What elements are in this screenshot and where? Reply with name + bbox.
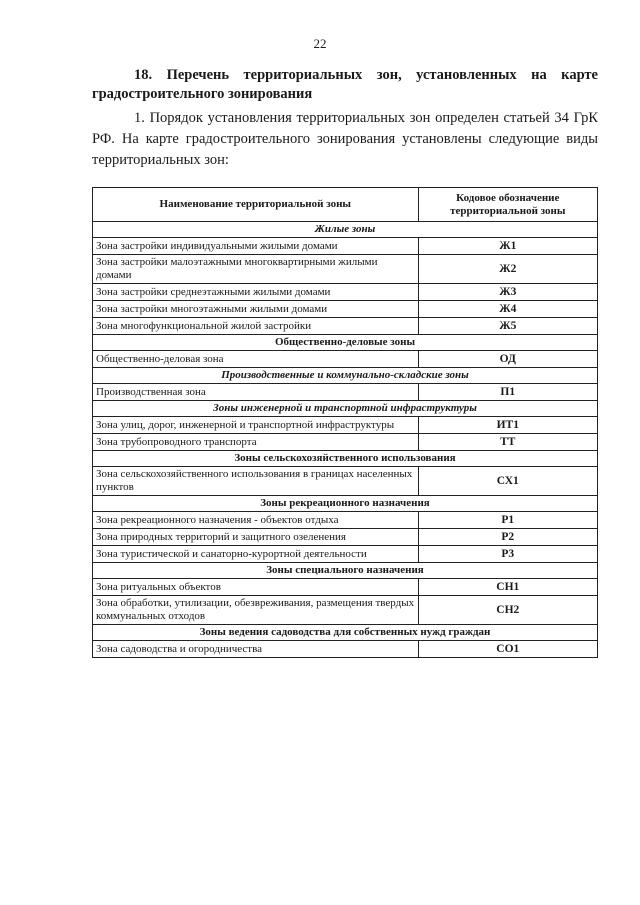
zone-code-cell: СН2: [418, 596, 597, 625]
table-row: [93, 384, 598, 401]
zone-group-title: Зоны ведения садоводства для собственных нужд граждан: [93, 625, 598, 641]
table-row: [93, 301, 598, 318]
zone-group-header: [93, 401, 598, 417]
zone-group-title: Зоны инженерной и транспортной инфраструктуры: [93, 401, 598, 417]
zone-code-cell: ОД: [418, 351, 597, 368]
table-row: [93, 255, 598, 284]
zone-group-header: [93, 222, 598, 238]
header-zone-name: Наименование территориальной зоны: [93, 188, 419, 222]
table-row: [93, 579, 598, 596]
zone-name-cell: Зона сельскохозяйственного использования в границах населенных пунктов: [93, 467, 419, 496]
zone-name-cell: Зона застройки малоэтажными многоквартирными жилыми домами: [93, 255, 419, 284]
zone-code-cell: Р1: [418, 512, 597, 529]
zone-name-cell: Зона многофункциональной жилой застройки: [93, 318, 419, 335]
table-row: [93, 351, 598, 368]
table-row: [93, 434, 598, 451]
zone-group-header: [93, 335, 598, 351]
zone-name-cell: Зона улиц, дорог, инженерной и транспортной инфраструктуры: [93, 417, 419, 434]
zones-table-body: [93, 222, 598, 658]
zone-name-cell: Зона природных территорий и защитного озеленения: [93, 529, 419, 546]
table-row: [93, 512, 598, 529]
table-row: [93, 596, 598, 625]
zone-group-header: [93, 625, 598, 641]
zone-name-cell: Производственная зона: [93, 384, 419, 401]
zone-group-header: [93, 496, 598, 512]
table-row: [93, 318, 598, 335]
zone-group-title: Зоны специального назначения: [93, 563, 598, 579]
table-row: [93, 417, 598, 434]
zone-group-title: Производственные и коммунально-складские зоны: [93, 368, 598, 384]
zone-name-cell: Зона ритуальных объектов: [93, 579, 419, 596]
zone-name-cell: Общественно-деловая зона: [93, 351, 419, 368]
zone-name-cell: Зона рекреационного назначения - объектов отдыха: [93, 512, 419, 529]
zone-group-header: [93, 451, 598, 467]
table-row: [93, 546, 598, 563]
zone-code-cell: Ж5: [418, 318, 597, 335]
zone-group-title: Общественно-деловые зоны: [93, 335, 598, 351]
table-row: [93, 238, 598, 255]
table-row: [93, 529, 598, 546]
section-heading-line-1: 18. Перечень территориальных зон, установленных на карте: [134, 67, 598, 83]
zone-group-header: [93, 563, 598, 579]
zone-group-header: [93, 368, 598, 384]
zone-name-cell: Зона туристической и санаторно-курортной деятельности: [93, 546, 419, 563]
zone-code-cell: Ж4: [418, 301, 597, 318]
table-row: [93, 641, 598, 658]
zone-code-cell: Р2: [418, 529, 597, 546]
table-header-row: [93, 188, 598, 222]
zone-group-title: Жилые зоны: [93, 222, 598, 238]
zone-code-cell: Р3: [418, 546, 597, 563]
page-number: 22: [313, 36, 327, 51]
table-row: [93, 284, 598, 301]
zone-code-cell: ИТ1: [418, 417, 597, 434]
zone-code-cell: П1: [418, 384, 597, 401]
zone-code-cell: ТТ: [418, 434, 597, 451]
section-heading-line-2: градостроительного зонирования: [92, 86, 313, 102]
header-zone-code: Кодовое обозначение территориальной зоны: [418, 188, 597, 222]
zone-code-cell: Ж1: [418, 238, 597, 255]
zone-name-cell: Зона застройки многоэтажными жилыми домами: [93, 301, 419, 318]
zone-name-cell: Зона застройки среднеэтажными жилыми домами: [93, 284, 419, 301]
zone-code-cell: СО1: [418, 641, 597, 658]
zone-group-title: Зоны рекреационного назначения: [93, 496, 598, 512]
intro-paragraph: 1. Порядок установления территориальных зон определен статьей 34 ГрК РФ. На карте градостроительного зонирования установлены следующие виды территориальных зон:: [92, 110, 598, 168]
section-heading: [92, 66, 598, 104]
zone-code-cell: Ж2: [418, 255, 597, 284]
zone-name-cell: Зона трубопроводного транспорта: [93, 434, 419, 451]
zones-table: [92, 187, 598, 658]
zone-code-cell: СН1: [418, 579, 597, 596]
zone-code-cell: Ж3: [418, 284, 597, 301]
zone-code-cell: СХ1: [418, 467, 597, 496]
zone-name-cell: Зона обработки, утилизации, обезвреживания, размещения твердых коммунальных отходов: [93, 596, 419, 625]
zone-name-cell: Зона застройки индивидуальными жилыми домами: [93, 238, 419, 255]
table-row: [93, 467, 598, 496]
zone-group-title: Зоны сельскохозяйственного использования: [93, 451, 598, 467]
zone-name-cell: Зона садоводства и огородничества: [93, 641, 419, 658]
